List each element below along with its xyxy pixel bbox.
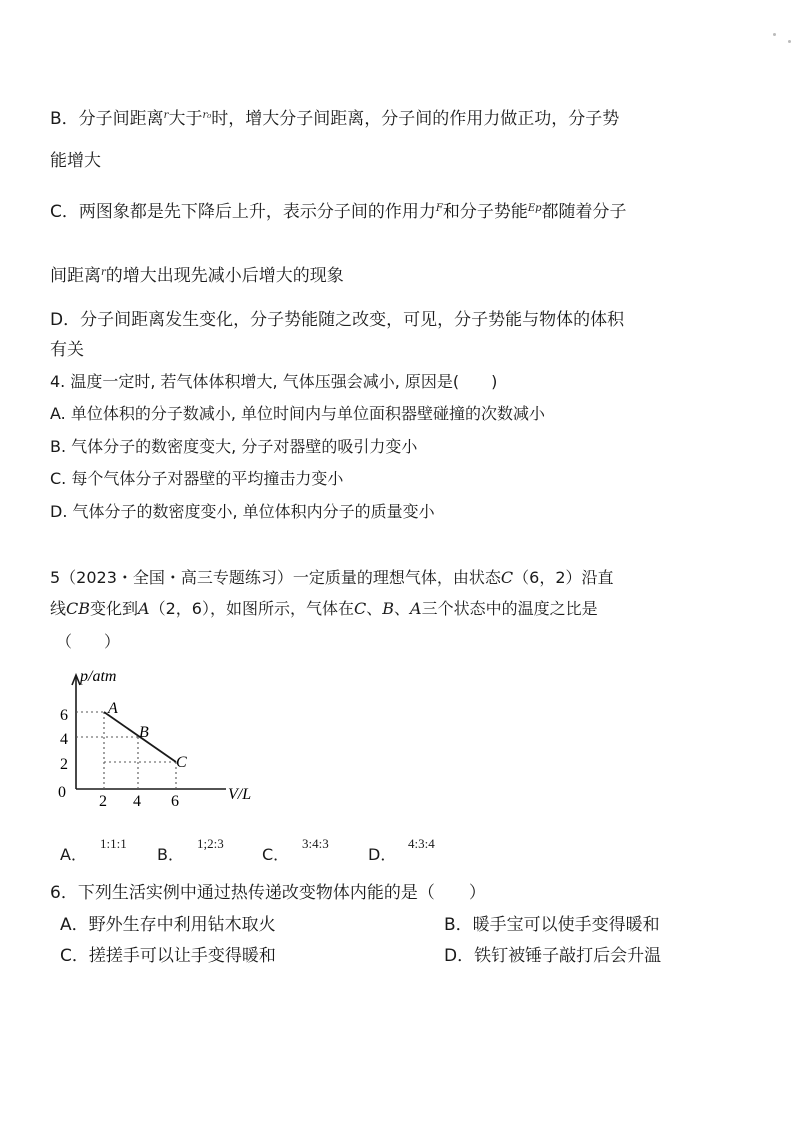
var-A: A bbox=[410, 599, 422, 618]
q4-option-c: C. 每个气体分子对器壁的平均撞击力变小 bbox=[50, 469, 344, 488]
var-r0: r₀ bbox=[202, 110, 212, 121]
q3-option-b-text: 大于 bbox=[168, 109, 203, 129]
q3-option-b-text: B．分子间距离 bbox=[50, 109, 164, 129]
q6-stem: 6．下列生活实例中通过热传递改变物体内能的是（ ） bbox=[50, 883, 486, 903]
q3-option-d-line1: D．分子间距离发生变化，分子势能随之改变，可见，分子势能与物体的体积 bbox=[50, 310, 625, 330]
var-A: A bbox=[138, 599, 150, 618]
var-r: r bbox=[101, 267, 106, 278]
q5-option-b-value: 1;2:3 bbox=[197, 836, 224, 851]
var-B: B bbox=[382, 599, 394, 618]
q5-stem-text: 5（2023・全国・高三专题练习）一定质量的理想气体，由状态 bbox=[50, 568, 501, 587]
scan-speck bbox=[788, 40, 791, 43]
q3-option-c-line1 bbox=[50, 204, 627, 221]
q3-option-d-line2: 有关 bbox=[50, 340, 84, 360]
q5-stem-text: （2，6），如图所示，气体在 bbox=[149, 599, 354, 618]
y-tick-4: 4 bbox=[60, 731, 68, 748]
q5-option-d-letter: D． bbox=[368, 845, 397, 864]
var-C: C bbox=[353, 599, 367, 618]
q3-option-c-text: 间距离 bbox=[50, 266, 101, 286]
q5-stem-text: 线 bbox=[50, 599, 67, 618]
q4-option-b: B. 气体分子的数密度变大, 分子对器壁的吸引力变小 bbox=[50, 437, 418, 456]
q5-option-b-letter: B． bbox=[157, 845, 184, 864]
q6-option-a: A．野外生存中利用钻木取火 bbox=[60, 915, 276, 935]
q5-stem-text: 、 bbox=[366, 599, 383, 618]
y-axis-label: p/atm bbox=[80, 668, 117, 685]
q6-option-d: D．铁钉被锤子敲打后会升温 bbox=[444, 946, 662, 966]
scan-speck bbox=[773, 33, 776, 36]
q5-option-a-letter: A． bbox=[60, 845, 87, 864]
pv-graph bbox=[50, 665, 280, 815]
var-F: F bbox=[435, 203, 443, 214]
point-c-label: C bbox=[176, 754, 187, 771]
q4-option-a: A. 单位体积的分子数减小, 单位时间内与单位面积器壁碰撞的次数减小 bbox=[50, 404, 546, 423]
q3-option-b-line2: 能增大 bbox=[50, 151, 101, 171]
q5-option-c-value: 3:4:3 bbox=[302, 836, 329, 851]
q3-option-c-text: 和分子势能 bbox=[442, 202, 528, 222]
q5-stem-text: 、 bbox=[394, 599, 411, 618]
q5-option-c-letter: C． bbox=[262, 845, 290, 864]
q3-option-c-text: C．两图象都是先下降后上升，表示分子间的作用力 bbox=[50, 202, 436, 222]
x-tick-2: 2 bbox=[99, 793, 107, 810]
q5-option-a-value: 1:1:1 bbox=[100, 836, 127, 851]
point-b-label: B bbox=[139, 724, 149, 741]
var-r: r bbox=[163, 110, 169, 121]
q5-stem-line1 bbox=[50, 570, 614, 586]
q5-stem-text: 变化到 bbox=[90, 599, 139, 618]
q6-option-b: B．暖手宝可以使手变得暖和 bbox=[444, 915, 660, 935]
var-C: C bbox=[500, 568, 514, 587]
var-Ep: Ep bbox=[527, 203, 542, 214]
origin-label: 0 bbox=[58, 784, 66, 801]
q5-stem-line3: （ ） bbox=[56, 632, 121, 651]
q5-stem-line2 bbox=[50, 601, 598, 617]
point-a-label: A bbox=[108, 700, 118, 717]
x-tick-6: 6 bbox=[171, 793, 179, 810]
q3-option-c-text: 都随着分子 bbox=[541, 202, 627, 222]
var-CB: CB bbox=[66, 599, 91, 618]
y-tick-6: 6 bbox=[60, 707, 68, 724]
y-tick-2: 2 bbox=[60, 756, 68, 773]
q3-option-c-text: 的增大出现先减小后增大的现象 bbox=[105, 266, 344, 286]
q3-option-b-text: 时，增大分子间距离，分子间的作用力做正功，分子势 bbox=[211, 109, 620, 129]
q4-option-d: D. 气体分子的数密度变小, 单位体积内分子的质量变小 bbox=[50, 502, 435, 521]
x-axis-label: V/L bbox=[228, 786, 252, 803]
q5-stem-text: （6，2）沿直 bbox=[513, 568, 614, 587]
x-tick-4: 4 bbox=[133, 793, 141, 810]
q3-option-b-line1 bbox=[50, 111, 619, 128]
q3-option-c-line2 bbox=[50, 268, 344, 285]
q5-option-d-value: 4:3:4 bbox=[408, 836, 435, 851]
q6-option-c: C．搓搓手可以让手变得暖和 bbox=[60, 946, 276, 966]
q5-stem-text: 三个状态中的温度之比是 bbox=[421, 599, 598, 618]
q4-stem: 4. 温度一定时, 若气体体积增大, 气体压强会减小, 原因是( ) bbox=[50, 372, 498, 391]
